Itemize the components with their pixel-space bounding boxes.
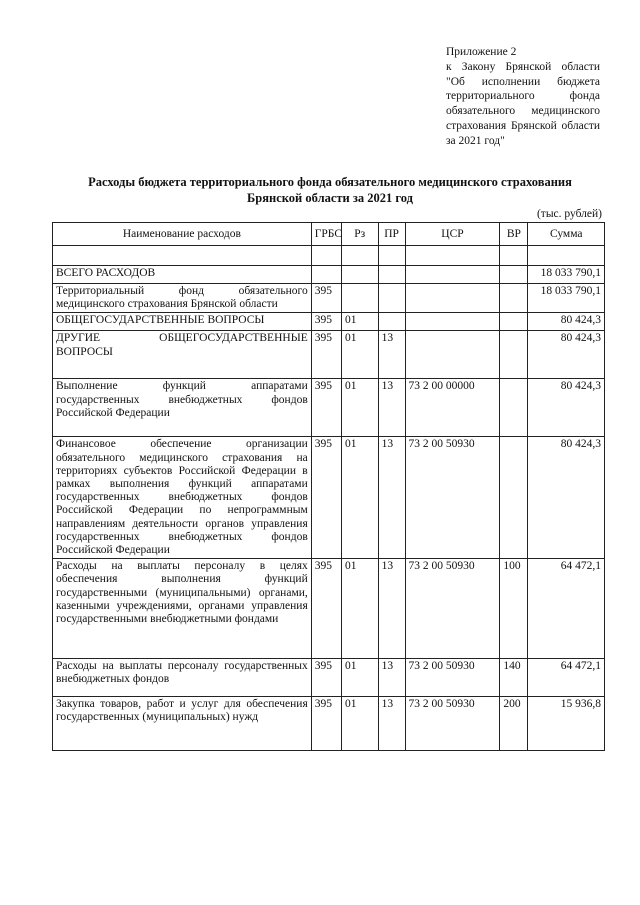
cell-vr xyxy=(500,331,528,379)
table-row xyxy=(53,379,605,437)
cell-csr xyxy=(405,313,500,331)
cell-grbs xyxy=(311,246,341,266)
cell-rz: 01 xyxy=(341,313,378,331)
cell-grbs xyxy=(311,266,341,284)
cell-rz xyxy=(341,246,378,266)
cell-sum: 15 936,8 xyxy=(528,697,605,751)
appendix-line: территориального фонда xyxy=(446,90,600,103)
cell-csr xyxy=(405,246,500,266)
cell-grbs: 395 xyxy=(311,313,341,331)
cell-sum: 64 472,1 xyxy=(528,659,605,697)
cell-rz: 01 xyxy=(341,659,378,697)
cell-sum: 18 033 790,1 xyxy=(528,284,605,313)
cell-pr xyxy=(378,246,405,266)
cell-sum: 80 424,3 xyxy=(528,437,605,559)
cell-vr: 100 xyxy=(500,559,528,659)
cell-rz: 01 xyxy=(341,697,378,751)
cell-rz: 01 xyxy=(341,559,378,659)
appendix-line: "Об исполнении бюджета xyxy=(446,75,600,88)
table-row xyxy=(53,331,605,379)
header-rz: Рз xyxy=(341,223,378,246)
cell-grbs: 395 xyxy=(311,559,341,659)
cell-csr: 73 2 00 50930 xyxy=(405,437,500,559)
appendix-line: страхования Брянской области xyxy=(446,119,600,132)
cell-sum xyxy=(528,246,605,266)
table-row xyxy=(53,437,605,559)
cell-name: Расходы на выплаты персоналу в целях обеспечения выполнения функций государственными (муниципальными) органами, казенными учреждениями, органами управления государственными внебюджетными фондами xyxy=(53,559,312,659)
cell-vr xyxy=(500,266,528,284)
table-row xyxy=(53,559,605,659)
table-row xyxy=(53,284,605,313)
cell-sum: 80 424,3 xyxy=(528,379,605,437)
cell-csr: 73 2 00 50930 xyxy=(405,659,500,697)
cell-name: Финансовое обеспечение организации обязательного медицинского страхования на территориях субъектов Российской Федерации в рамках выполнения функций аппаратами государственных внебюджетных фондов Российской Федерации по непрограммным направлениям деятельности органов управления государственных внебюджетных фондов Российской Федерации xyxy=(53,437,312,559)
cell-sum: 18 033 790,1 xyxy=(528,266,605,284)
cell-name: ОБЩЕГОСУДАРСТВЕННЫЕ ВОПРОСЫ xyxy=(53,313,312,331)
table-row xyxy=(53,246,605,266)
cell-rz xyxy=(341,284,378,313)
cell-pr: 13 xyxy=(378,659,405,697)
cell-csr xyxy=(405,266,500,284)
header-csr: ЦСР xyxy=(405,223,500,246)
cell-name: Расходы на выплаты персоналу государственных внебюджетных фондов xyxy=(53,659,312,697)
cell-pr: 13 xyxy=(378,697,405,751)
title-line: Расходы бюджета территориального фонда обязательного медицинского страхования xyxy=(88,175,572,189)
cell-name: Закупка товаров, работ и услуг для обеспечения государственных (муниципальных) нужд xyxy=(53,697,312,751)
table-row xyxy=(53,266,605,284)
expenses-table xyxy=(52,222,605,751)
cell-csr xyxy=(405,284,500,313)
table-header-row xyxy=(53,223,605,246)
cell-sum: 64 472,1 xyxy=(528,559,605,659)
cell-name: ДРУГИЕ ОБЩЕГОСУДАРСТВЕННЫЕ ВОПРОСЫ xyxy=(53,331,312,379)
cell-grbs: 395 xyxy=(311,659,341,697)
cell-rz: 01 xyxy=(341,331,378,379)
cell-vr xyxy=(500,379,528,437)
cell-vr xyxy=(500,246,528,266)
cell-name: Выполнение функций аппаратами государственных внебюджетных фондов Российской Федерации xyxy=(53,379,312,437)
cell-pr: 13 xyxy=(378,559,405,659)
appendix-line: за 2021 год" xyxy=(446,134,505,147)
header-sum: Сумма xyxy=(528,223,605,246)
cell-vr: 200 xyxy=(500,697,528,751)
cell-vr: 140 xyxy=(500,659,528,697)
cell-grbs: 395 xyxy=(311,284,341,313)
cell-vr xyxy=(500,313,528,331)
header-vr: ВР xyxy=(500,223,528,246)
cell-grbs: 395 xyxy=(311,379,341,437)
cell-rz: 01 xyxy=(341,437,378,559)
table-row xyxy=(53,659,605,697)
document-title xyxy=(40,174,620,206)
cell-sum: 80 424,3 xyxy=(528,331,605,379)
table-row xyxy=(53,697,605,751)
cell-pr xyxy=(378,284,405,313)
cell-sum: 80 424,3 xyxy=(528,313,605,331)
cell-pr: 13 xyxy=(378,437,405,559)
header-pr: ПР xyxy=(378,223,405,246)
cell-pr xyxy=(378,266,405,284)
cell-grbs: 395 xyxy=(311,331,341,379)
cell-name xyxy=(53,246,312,266)
cell-pr: 13 xyxy=(378,379,405,437)
table-row xyxy=(53,313,605,331)
appendix-line: обязательного медицинского xyxy=(446,105,600,118)
appendix-note xyxy=(446,45,600,149)
cell-csr: 73 2 00 50930 xyxy=(405,697,500,751)
cell-vr xyxy=(500,437,528,559)
header-name: Наименование расходов xyxy=(53,223,312,246)
cell-name: ВСЕГО РАСХОДОВ xyxy=(53,266,312,284)
appendix-line: к Закону Брянской области xyxy=(446,60,600,73)
cell-grbs: 395 xyxy=(311,697,341,751)
cell-rz xyxy=(341,266,378,284)
cell-pr: 13 xyxy=(378,331,405,379)
cell-vr xyxy=(500,284,528,313)
cell-pr xyxy=(378,313,405,331)
units-label: (тыс. рублей) xyxy=(536,208,602,220)
cell-name: Территориальный фонд обязательного медицинского страхования Брянской области xyxy=(53,284,312,313)
title-line: Брянской области за 2021 год xyxy=(247,191,413,205)
cell-csr: 73 2 00 00000 xyxy=(405,379,500,437)
appendix-line: Приложение 2 xyxy=(446,46,517,58)
cell-csr: 73 2 00 50930 xyxy=(405,559,500,659)
header-grbs: ГРБС xyxy=(311,223,341,246)
cell-csr xyxy=(405,331,500,379)
cell-rz: 01 xyxy=(341,379,378,437)
cell-grbs: 395 xyxy=(311,437,341,559)
